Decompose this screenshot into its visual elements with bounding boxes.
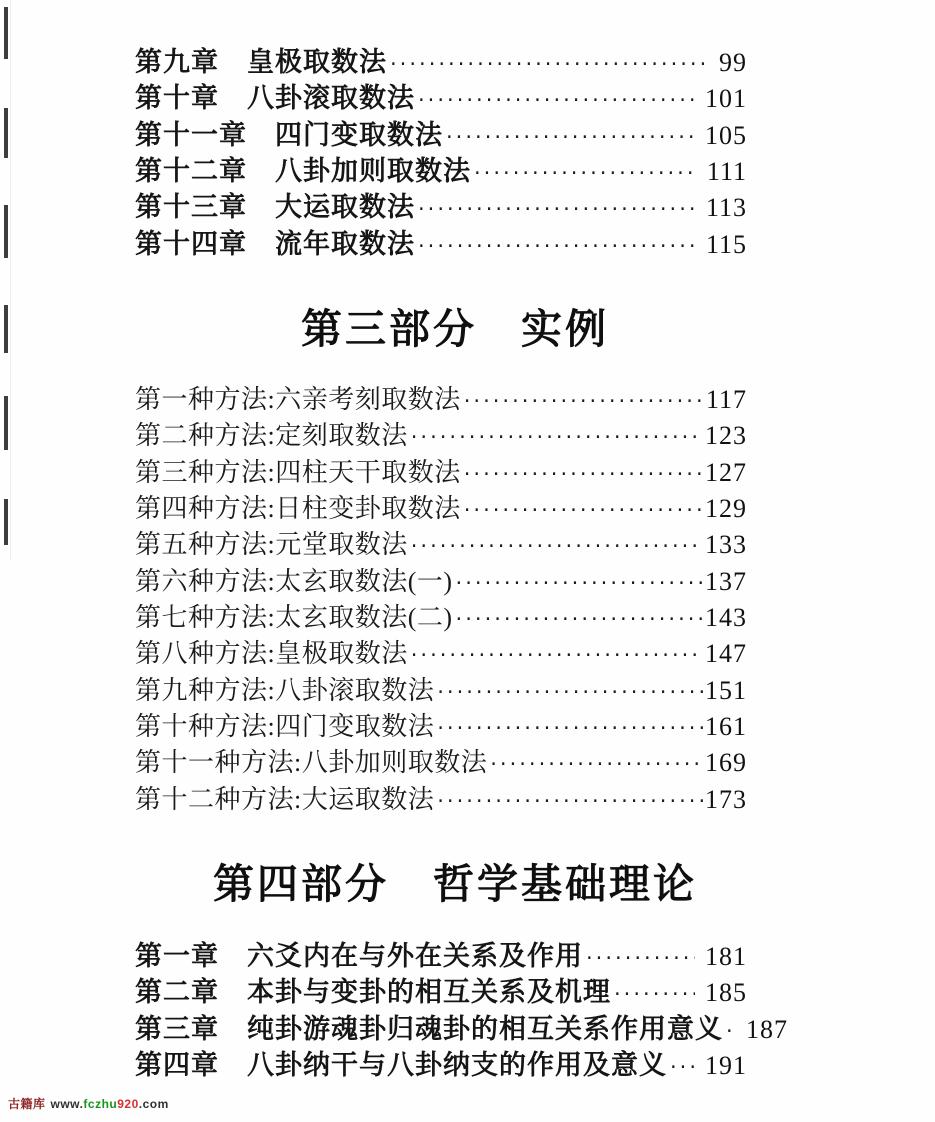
dot-leader — [437, 710, 703, 749]
toc-entry — [135, 117, 747, 153]
entry-chapter-label: 第十一章 — [135, 119, 247, 150]
toc-entry — [135, 782, 747, 818]
entry-page-number: 151 — [705, 675, 747, 705]
toc-entry — [135, 1011, 788, 1047]
entry-page-number: 129 — [705, 493, 747, 523]
watermark-library-name: 古籍库 — [8, 1097, 46, 1111]
scan-edge-mark — [4, 305, 8, 353]
entry-title: 本卦与变卦的相互关系及机理 — [247, 977, 611, 1008]
scan-edge-mark — [4, 108, 8, 158]
entry-page-number: 173 — [705, 784, 747, 814]
watermark-www: www. — [50, 1097, 84, 1111]
dot-leader — [418, 82, 695, 121]
toc-bottom-chapter-list — [135, 938, 788, 1083]
entry-page-number: 181 — [705, 942, 747, 971]
entry-title: 第八种方法:皇极取数法 — [135, 639, 408, 669]
toc-entry — [135, 1047, 747, 1083]
entry-title: 第四种方法:日柱变卦取数法 — [135, 493, 461, 523]
entry-title: 第三种方法:四柱天干取数法 — [135, 457, 461, 487]
scan-edge-mark — [4, 205, 8, 258]
dot-leader — [437, 674, 703, 713]
entry-page-number: 127 — [705, 457, 747, 487]
dot-leader — [456, 601, 703, 640]
dot-leader — [464, 456, 703, 495]
entry-title: 第七种方法:太玄取数法(二) — [135, 602, 453, 632]
entry-page-number: 169 — [705, 748, 747, 778]
entry-chapter-label: 第十三章 — [135, 192, 247, 223]
entry-title: 纯卦游魂卦归魂卦的相互关系作用意义 — [247, 1013, 723, 1044]
entry-page-number: 123 — [705, 421, 747, 451]
dot-leader — [464, 383, 704, 422]
watermark-domain-red: 920 — [117, 1097, 139, 1111]
entry-page-number: 147 — [705, 639, 747, 669]
toc-entry — [135, 673, 747, 709]
entry-title: 第一种方法:六亲考刻取数法 — [135, 385, 461, 414]
entry-title: 八卦纳干与八卦纳支的作用及意义 — [247, 1049, 667, 1080]
toc-entry — [135, 974, 747, 1010]
scan-edge-mark — [4, 396, 8, 450]
toc-entry — [135, 491, 747, 527]
toc-entry — [135, 455, 747, 491]
dot-leader — [418, 228, 696, 267]
part3-heading: 第三部分 实例 — [301, 306, 609, 352]
entry-title: 第十种方法:四门变取数法 — [135, 711, 435, 741]
entry-page-number: 187 — [746, 1014, 788, 1044]
entry-title: 四门变取数法 — [275, 119, 443, 150]
scan-binding-line — [10, 0, 11, 560]
toc-entry — [135, 564, 747, 600]
entry-page-number: 117 — [705, 385, 747, 414]
toc-entry — [135, 709, 747, 745]
entry-page-number: 111 — [706, 156, 747, 186]
entry-page-number: 143 — [705, 602, 747, 632]
toc-entry — [135, 527, 747, 563]
dot-leader — [411, 419, 703, 458]
entry-chapter-label: 第十四章 — [135, 228, 247, 259]
toc-entry — [135, 80, 747, 116]
entry-title: 第六种方法:太玄取数法(一) — [135, 566, 453, 596]
dot-leader — [726, 1013, 736, 1052]
entry-page-number: 101 — [705, 84, 747, 114]
toc-entry — [135, 189, 747, 225]
dot-leader — [456, 565, 703, 604]
toc-methods-list — [135, 382, 747, 818]
dot-leader — [464, 492, 703, 531]
toc-entry — [135, 153, 747, 189]
toc-entry — [135, 418, 747, 454]
toc-entry — [135, 636, 747, 672]
watermark-domain-green: fczhu — [83, 1097, 118, 1111]
entry-page-number: 115 — [705, 229, 747, 259]
entry-chapter-label: 第四章 — [135, 1049, 219, 1080]
entry-title: 第十二种方法:大运取数法 — [135, 784, 435, 814]
entry-page-number: 113 — [705, 193, 747, 223]
part4-heading: 第四部分 哲学基础理论 — [213, 861, 697, 907]
dot-leader — [411, 528, 703, 567]
entry-title: 第五种方法:元堂取数法 — [135, 530, 408, 560]
toc-entry — [135, 745, 747, 781]
entry-title: 大运取数法 — [275, 192, 415, 223]
entry-chapter-label: 第三章 — [135, 1013, 219, 1044]
dot-leader — [390, 46, 709, 85]
dot-leader — [411, 637, 703, 676]
dot-leader — [474, 155, 697, 194]
dot-leader — [670, 1049, 695, 1088]
entry-page-number: 191 — [705, 1050, 747, 1080]
entry-title: 六爻内在与外在关系及作用 — [247, 941, 583, 971]
entry-title: 第十一种方法:八卦加则取数法 — [135, 748, 488, 778]
dot-leader — [446, 119, 695, 158]
entry-page-number: 137 — [705, 566, 747, 596]
entry-page-number: 185 — [705, 978, 747, 1008]
dot-leader — [490, 746, 703, 785]
scan-edge-mark — [4, 499, 8, 545]
entry-page-number: 133 — [705, 530, 747, 560]
watermark-tld: .com — [138, 1097, 169, 1111]
entry-chapter-label: 第二章 — [135, 977, 219, 1008]
toc-entry — [135, 938, 747, 974]
entry-page-number: 99 — [719, 48, 747, 77]
toc-entry — [135, 226, 747, 262]
scan-edge-mark — [4, 7, 8, 59]
entry-title: 第九种方法:八卦滚取数法 — [135, 675, 435, 705]
toc-entry — [135, 600, 747, 636]
entry-chapter-label: 第一章 — [135, 941, 219, 971]
toc-entry — [135, 44, 747, 80]
entry-title: 流年取数法 — [275, 228, 415, 259]
toc-entry — [135, 382, 747, 418]
toc-top-chapter-list — [135, 44, 747, 262]
entry-chapter-label: 第十章 — [135, 83, 219, 114]
entry-page-number: 161 — [705, 711, 747, 741]
site-watermark — [8, 1095, 169, 1112]
entry-title: 八卦加则取数法 — [275, 155, 471, 186]
entry-title: 第二种方法:定刻取数法 — [135, 421, 408, 451]
entry-title: 皇极取数法 — [247, 47, 387, 77]
entry-chapter-label: 第九章 — [135, 47, 219, 77]
dot-leader — [418, 191, 696, 230]
dot-leader — [437, 783, 703, 822]
entry-title: 八卦滚取数法 — [247, 83, 415, 114]
entry-chapter-label: 第十二章 — [135, 155, 247, 186]
entry-page-number: 105 — [705, 120, 747, 150]
